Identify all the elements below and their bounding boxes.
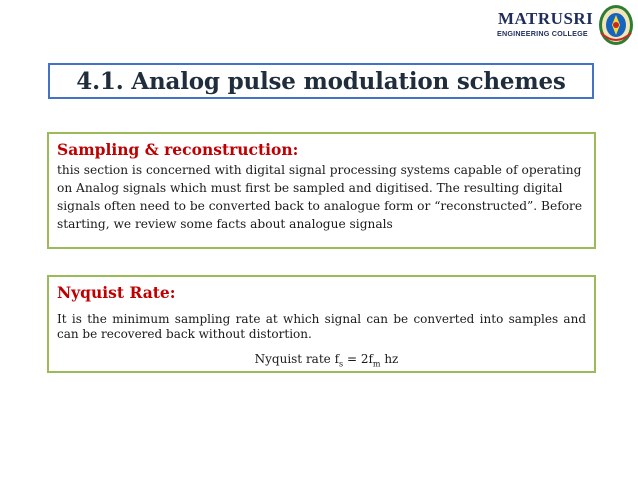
title-box bbox=[48, 63, 594, 99]
sampling-heading: Sampling & reconstruction: bbox=[57, 140, 299, 159]
college-subtitle: ENGINEERING COLLEGE bbox=[497, 29, 588, 38]
college-emblem-icon bbox=[597, 3, 635, 47]
nyquist-formula: Nyquist rate $f_s = 2f_m$ hz bbox=[254, 352, 399, 369]
college-logo bbox=[492, 3, 635, 47]
sampling-section bbox=[47, 132, 596, 249]
nyquist-section bbox=[47, 275, 596, 373]
college-name: MATRUSRI bbox=[498, 9, 594, 28]
sampling-text: this section is concerned with digital signal processing systems capable of operating on Analog signals which must first be sampled and digitised. The resulting digital signals often need to be converted back to analogue form or “reconstructed”. Before starting, we review some facts about analogue signals bbox=[57, 163, 583, 231]
page-title: 4.1. Analog pulse modulation schemes bbox=[76, 67, 566, 95]
nyquist-text: It is the minimum sampling rate at which signal can be converted into samples and can be recovered back without distortion. bbox=[57, 312, 586, 341]
nyquist-heading: Nyquist Rate: bbox=[57, 283, 176, 302]
